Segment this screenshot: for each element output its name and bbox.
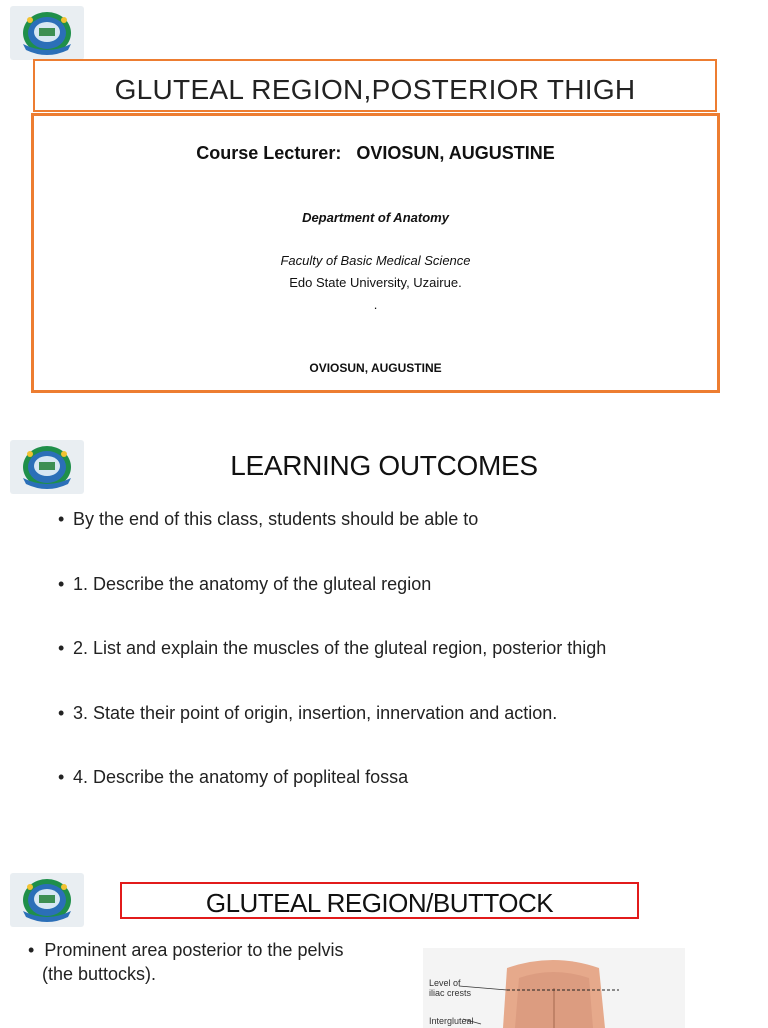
title-box [33,59,717,112]
title-box [120,882,639,919]
list-item: • 3. State their point of origin, insertion, innervation and action. [58,702,558,723]
list-item: • 1. Describe the anatomy of the gluteal region [58,573,432,594]
department-text: Department of Anatomy [302,210,449,225]
university-seal-icon [10,6,84,60]
university-text: Edo State University, Uzairue. [289,275,462,290]
slide-heading: GLUTEAL REGION/BUTTOCK [205,888,554,918]
list-item: • Prominent area posterior to the pelvis (the buttocks). [28,940,344,984]
list-item: • 4. Describe the anatomy of popliteal fossa [58,767,409,787]
lecturer-line [34,143,717,164]
dot-text: . [373,297,378,312]
faculty-text: Faculty of Basic Medical Science [280,253,471,268]
slide-heading: LEARNING OUTCOMES [230,450,538,481]
slide-gluteal-region [0,864,768,1024]
slide-learning-outcomes [0,432,768,842]
lecturer-name: OVIOSUN, AUGUSTINE [356,143,555,163]
list-item: • By the end of this class, students should be able to [58,509,479,529]
course-info-box [31,113,720,393]
figure-label: Intergluteal [429,1016,474,1026]
figure-label: iliac crests [429,988,472,998]
outcomes-list [58,508,606,831]
slide-separator [0,842,768,864]
list-item: • 2. List and explain the muscles of the gluteal region, posterior thigh [58,638,607,658]
slide-separator [0,410,768,432]
slide-title [0,0,768,410]
university-seal-icon [10,873,84,927]
slide-title-text: GLUTEAL REGION,POSTERIOR THIGH [114,74,636,105]
figure-label: Level of [429,978,461,988]
anatomy-figure [423,948,685,1028]
lecturer-label: Course Lecturer: [196,143,342,163]
footer-lecturer-name: OVIOSUN, AUGUSTINE [309,361,442,375]
